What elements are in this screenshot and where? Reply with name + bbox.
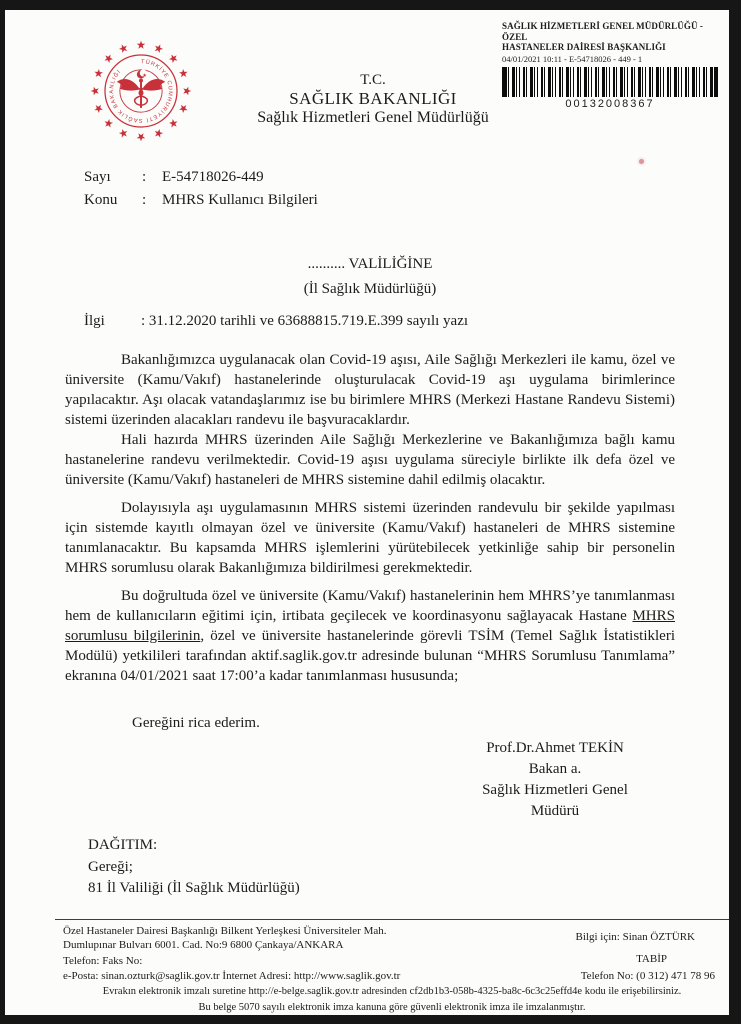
sayi-label: Sayı bbox=[84, 169, 111, 185]
distribution-line2: 81 İl Valiliği (İl Sağlık Müdürlüğü) bbox=[88, 880, 300, 896]
letterhead-directorate: Sağlık Hizmetleri Genel Müdürlüğü bbox=[257, 109, 489, 126]
letter-body bbox=[65, 350, 675, 686]
paragraph-4-underlined: MHRS sorumlusu bilgilerinin bbox=[65, 608, 675, 644]
footer-telephone: Telefon No: (0 312) 471 78 96 bbox=[580, 970, 715, 982]
konu-label: Konu bbox=[84, 192, 118, 208]
distribution-title: DAĞITIM: bbox=[88, 837, 158, 853]
caduceus-icon bbox=[117, 69, 166, 108]
ilgi-value: : 31.12.2020 tarihli ve 63688815.719.E.399 sayılı yazı bbox=[141, 313, 469, 329]
closing-line: Gereğini rica ederim. bbox=[132, 715, 260, 731]
paragraph-2: Hali hazırda MHRS üzerinden Aile Sağlığı Merkezlerine ve Bakanlığımıza bağlı kamu hastanelerine randevu verilmektedir. Covid-19 aşısı uygulama süreciyle birlikte ilk defa özel ve üniversite (Kamu/Vakıf) hastaneleri de MHRS sistemine dahil edilmiş olacaktır. bbox=[65, 432, 675, 488]
distribution-block bbox=[88, 835, 300, 900]
red-scan-artifact bbox=[639, 159, 644, 164]
sayi-value: E-54718026-449 bbox=[162, 169, 264, 185]
ilgi-row bbox=[84, 313, 468, 330]
barcode-number: 00132008367 bbox=[565, 97, 655, 110]
footer-everification-note: Evrakın elektronik imzalı suretine http://e-belge.saglik.gov.tr adresinden cf2db1b3-058b-4325-ba8c-6c3c25effd4e kodu ile erişebilirsiniz. bbox=[102, 986, 682, 997]
konu-value: MHRS Kullanıcı Bilgileri bbox=[162, 192, 318, 208]
document-meta bbox=[84, 166, 318, 212]
document-page bbox=[5, 10, 729, 1015]
footer bbox=[55, 919, 729, 1014]
signer-title1: Bakan a. bbox=[528, 761, 582, 777]
signature-block bbox=[425, 738, 685, 822]
konu-row bbox=[84, 189, 318, 212]
letterhead bbox=[173, 71, 573, 127]
paragraph-4-post: , özel ve üniversite hastanelerinde görevli TSİM (Temel Sağlık İstatistikleri Modülü) yetkilileri tarafından aktif.saglik.gov.tr adresinde bulunan “MHRS Sorumlusu Tanımlama” ekranına 04/01/2021 saat 17:00’a kadar tanımlanması hususunda; bbox=[65, 628, 676, 684]
footer-email-web: e-Posta: sinan.ozturk@saglik.gov.tr İnternet Adresi: http://www.saglik.gov.tr bbox=[63, 970, 401, 982]
letterhead-ministry: SAĞLIK BAKANLIĞI bbox=[289, 89, 457, 108]
stamp-date-number: 04/01/2021 10:11 - E-54718026 - 449 - 1 bbox=[502, 53, 643, 64]
signer-name: Prof.Dr.Ahmet TEKİN bbox=[486, 740, 624, 756]
stamp-unit-line2: HASTANELER DAİRESİ BAŞKANLIĞI bbox=[502, 42, 666, 52]
recipient-line2: (İl Sağlık Müdürlüğü) bbox=[303, 281, 437, 297]
distribution-line1: Gereği; bbox=[88, 858, 133, 875]
paragraph-4 bbox=[65, 586, 675, 686]
recipient-line1: .......... VALİLİĞİNE bbox=[307, 256, 433, 272]
letterhead-tc: T.C. bbox=[360, 72, 386, 88]
konu-colon: : bbox=[142, 192, 147, 208]
paragraph-1: Bakanlığımızca uygulanacak olan Covid-19 aşısı, Aile Sağlığı Merkezleri ile kamu, özel ve üniversite (Kamu/Vakıf) hastanelerinde oluşturulacak Covid-19 aşı uygulama birimlerince yapılacaktır. Aşı olacak vatandaşlarımız ise bu birimlere MHRS (Merkezi Hastane Randevu Sistemi) sistemi üzerinden alacakları randevu ile başvuracaklardır. bbox=[65, 352, 675, 428]
stamp-unit-line1: SAĞLIK HİZMETLERİ GENEL MÜDÜRLÜĞÜ - ÖZEL bbox=[502, 21, 704, 42]
footer-address-line1: Özel Hastaneler Dairesi Başkanlığı Bilkent Yerleşkesi Üniversiteler Mah. bbox=[63, 925, 387, 937]
signer-title2: Sağlık Hizmetleri Genel bbox=[482, 782, 628, 798]
paragraph-4-pre: Bu doğrultuda özel ve üniversite (Kamu/Vakıf) hastanelerinin hem MHRS’ye tanımlanması hem de kullanıcıların eğitimi için, irtibata geçilecek ve koordinasyonu sağlayacak Hastane bbox=[65, 588, 675, 624]
footer-contact-role: TABİP bbox=[636, 953, 667, 965]
sayi-row bbox=[84, 166, 318, 189]
footer-esignature-note: Bu belge 5070 sayılı elektronik imza kanuna göre güvenli elektronik imza ile imzalanmıştır. bbox=[198, 1002, 586, 1013]
sayi-colon: : bbox=[142, 169, 147, 185]
recipient-block bbox=[170, 252, 570, 302]
footer-phone-fax: Telefon: Faks No: bbox=[63, 955, 143, 967]
emblem-ring-text: TÜRKİYE CUMHURİYETİ SAĞLIK BAKANLIĞI bbox=[109, 59, 174, 123]
signer-title3: Müdürü bbox=[530, 803, 580, 819]
footer-contact-person: Bilgi için: Sinan ÖZTÜRK bbox=[575, 931, 695, 943]
ilgi-label: İlgi bbox=[84, 313, 105, 329]
footer-address-line2: Dumlupınar Bulvarı 6001. Cad. No:9 6800 Çankaya/ANKARA bbox=[63, 939, 344, 951]
paragraph-3: Dolayısıyla aşı uygulamasının MHRS sistemi üzerinden randevulu bir şekilde yapılması için sistemde kayıtlı olmayan özel ve üniversite (Kamu/Vakıf) hastaneleri de MHRS sistemine tanımlanacaktır. Bu kapsamda MHRS işlemlerini yürütebilecek yetkinliğe sahip bir personelin MHRS sorumlusu olarak Bakanlığımıza bildirilmesi gerekmektedir. bbox=[65, 500, 675, 576]
